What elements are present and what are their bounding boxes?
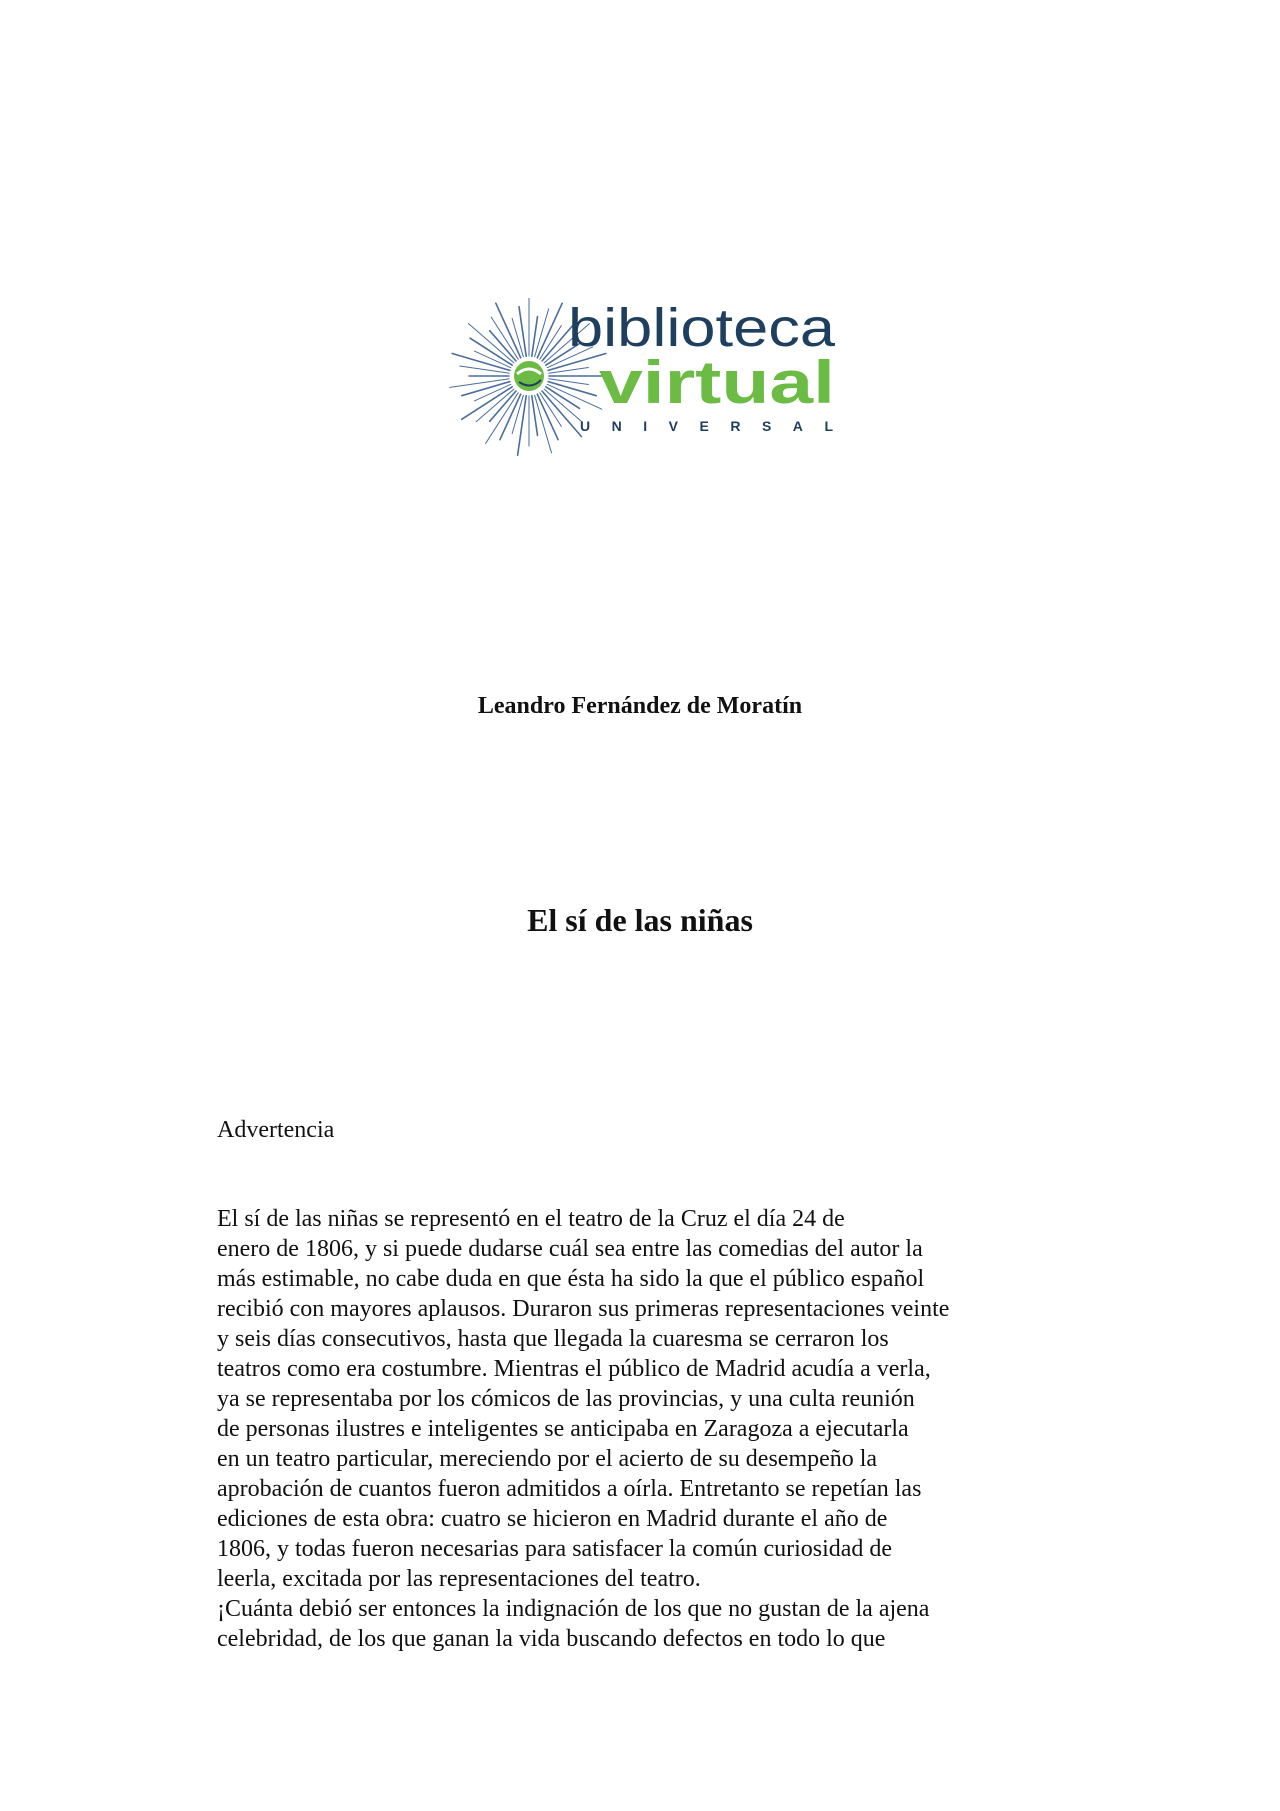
body-text: [217, 1204, 1117, 1654]
starburst-ray: [460, 366, 510, 373]
section-heading: Advertencia: [217, 1117, 335, 1143]
body-line: leerla, excitada por las representaciones del teatro.: [217, 1566, 701, 1592]
logo-word-biblioteca: biblioteca: [568, 298, 837, 358]
author-name: Leandro Fernández de Moratín: [477, 693, 803, 719]
body-line: 1806, y todas fueron necesarias para satisfacer la común curiosidad de: [217, 1536, 893, 1562]
starburst-ray: [519, 307, 526, 357]
logo-word-virtual: virtual: [599, 349, 835, 416]
body-line: ya se representaba por los cómicos de las provincias, y una culta reunión: [217, 1386, 915, 1412]
body-line: ¡Cuánta debió ser entonces la indignación de los que no gustan de la ajena: [217, 1596, 930, 1622]
work-title: El sí de las niñas: [527, 902, 753, 938]
body-line: en un teatro particular, mereciendo por el acierto de su desempeño la: [217, 1446, 878, 1472]
logo-word-universal: UNIVERSAL: [580, 418, 833, 434]
body-line: y seis días consecutivos, hasta que llegada la cuaresma se cerraron los: [217, 1326, 889, 1352]
starburst-ray: [518, 396, 527, 455]
body-line: ediciones de esta obra: cuatro se hicieron en Madrid durante el año de: [217, 1506, 888, 1532]
starburst-ray: [450, 379, 509, 388]
body-line: más estimable, no cabe duda en que ésta ha sido la que el público español: [217, 1266, 925, 1292]
body-line: celebridad, de los que ganan la vida buscando defectos en todo lo que: [217, 1626, 886, 1652]
body-line: enero de 1806, y si puede dudarse cuál sea entre las comedias del autor la: [217, 1236, 923, 1262]
starburst-ray: [535, 395, 552, 453]
biblioteca-virtual-logo: [437, 298, 837, 462]
starburst-ray: [452, 354, 510, 371]
body-line: recibió con mayores aplausos. Duraron sus primeras representaciones veinte: [217, 1296, 950, 1322]
body-line: de personas ilustres e inteligentes se anticipaba en Zaragoza a ejecutarla: [217, 1416, 909, 1442]
body-line: teatros como era costumbre. Mientras el público de Madrid acudía a verla,: [217, 1356, 931, 1382]
body-line: aprobación de cuantos fueron admitidos a oírla. Entretanto se repetían las: [217, 1476, 922, 1502]
body-line: El sí de las niñas se representó en el teatro de la Cruz el día 24 de: [217, 1206, 845, 1232]
